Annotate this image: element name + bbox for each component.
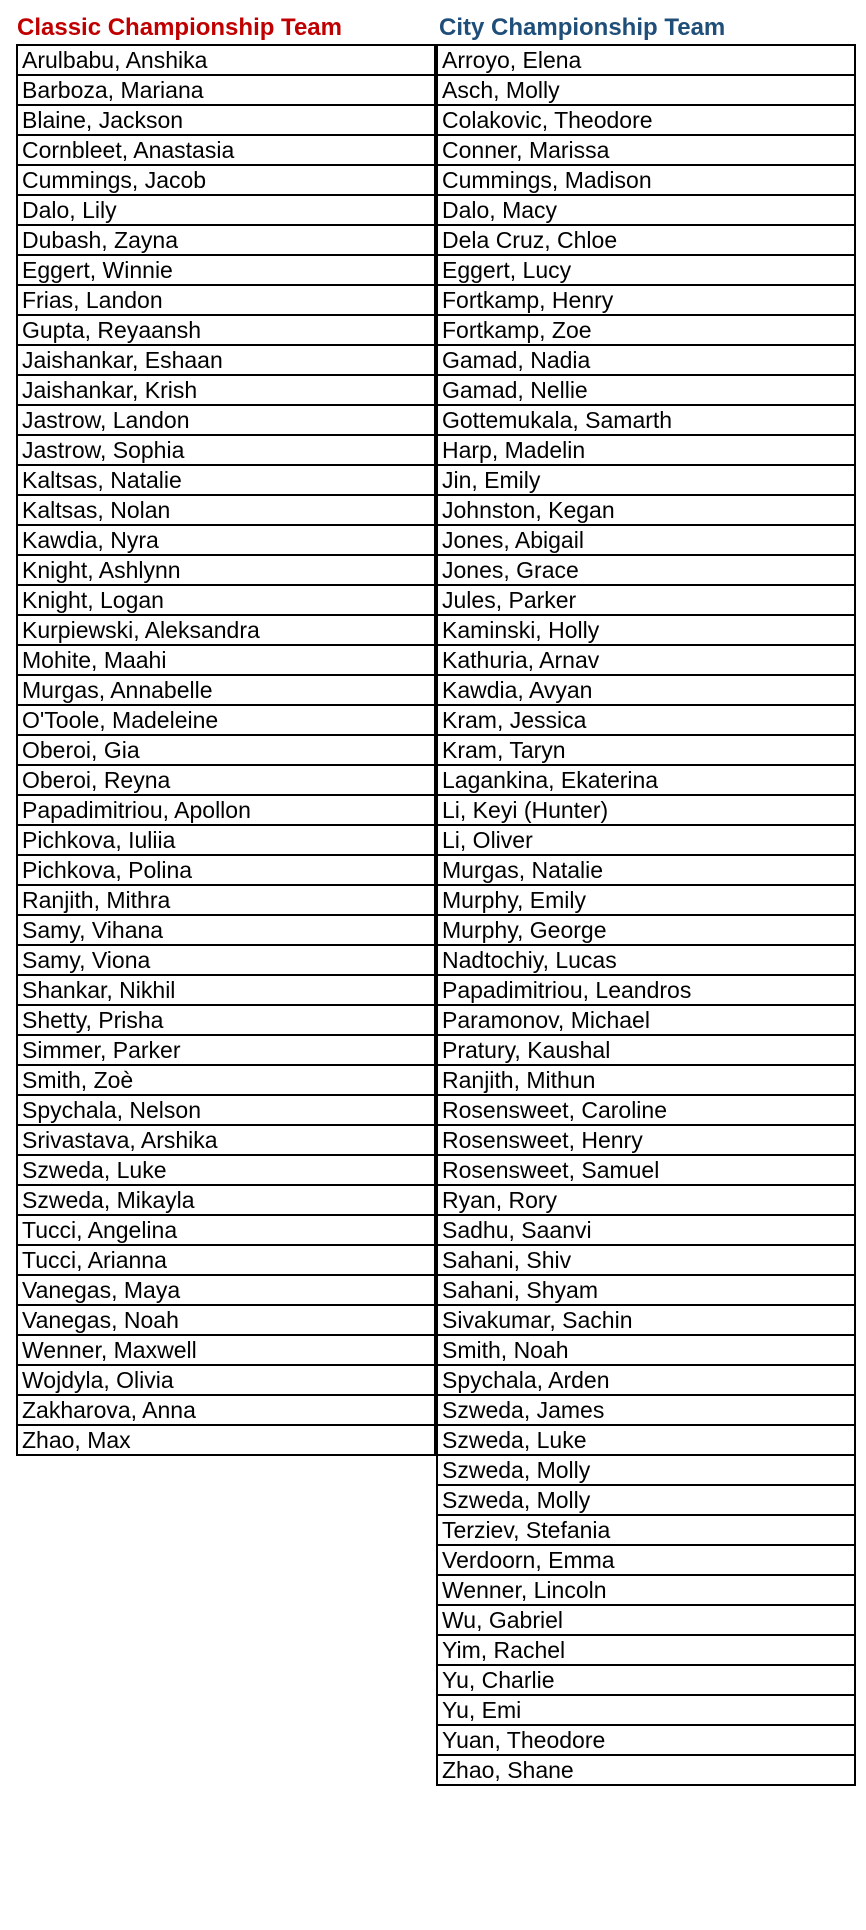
player-name: Szweda, Molly bbox=[437, 1485, 855, 1515]
city-team-row bbox=[437, 1395, 855, 1425]
city-team-row bbox=[437, 495, 855, 525]
player-name: Samy, Vihana bbox=[17, 915, 435, 945]
player-name: Ryan, Rory bbox=[437, 1185, 855, 1215]
city-team-row bbox=[437, 75, 855, 105]
city-team-row bbox=[437, 555, 855, 585]
classic-team-row bbox=[17, 1065, 435, 1095]
player-name: Arulbabu, Anshika bbox=[17, 45, 435, 75]
player-name: Harp, Madelin bbox=[437, 435, 855, 465]
player-name: Shankar, Nikhil bbox=[17, 975, 435, 1005]
city-team-row bbox=[437, 1065, 855, 1095]
player-name: Pratury, Kaushal bbox=[437, 1035, 855, 1065]
player-name: Rosensweet, Caroline bbox=[437, 1095, 855, 1125]
player-name: Dalo, Lily bbox=[17, 195, 435, 225]
classic-team-row bbox=[17, 585, 435, 615]
player-name: Rosensweet, Samuel bbox=[437, 1155, 855, 1185]
city-team-row bbox=[437, 645, 855, 675]
classic-team-row bbox=[17, 225, 435, 255]
city-team-row bbox=[437, 795, 855, 825]
player-name: Szweda, Molly bbox=[437, 1455, 855, 1485]
player-name: Kaminski, Holly bbox=[437, 615, 855, 645]
player-name: Cornbleet, Anastasia bbox=[17, 135, 435, 165]
player-name: Szweda, James bbox=[437, 1395, 855, 1425]
player-name: Knight, Logan bbox=[17, 585, 435, 615]
player-name: Johnston, Kegan bbox=[437, 495, 855, 525]
city-team-row bbox=[437, 735, 855, 765]
player-name: Zhao, Shane bbox=[437, 1755, 855, 1785]
player-name: Kaltsas, Nolan bbox=[17, 495, 435, 525]
player-name: Arroyo, Elena bbox=[437, 45, 855, 75]
player-name: Murphy, George bbox=[437, 915, 855, 945]
player-name: Kram, Taryn bbox=[437, 735, 855, 765]
player-name: Sahani, Shiv bbox=[437, 1245, 855, 1275]
classic-team-row bbox=[17, 1425, 435, 1455]
city-team-row bbox=[437, 885, 855, 915]
city-team-row bbox=[437, 435, 855, 465]
player-name: Srivastava, Arshika bbox=[17, 1125, 435, 1155]
city-team-row bbox=[437, 1695, 855, 1725]
city-team-row bbox=[437, 1035, 855, 1065]
classic-team-row bbox=[17, 705, 435, 735]
player-name: Murgas, Natalie bbox=[437, 855, 855, 885]
city-team-row bbox=[437, 585, 855, 615]
player-name: Asch, Molly bbox=[437, 75, 855, 105]
city-team-row bbox=[437, 825, 855, 855]
city-team-row bbox=[437, 165, 855, 195]
classic-team-row bbox=[17, 615, 435, 645]
city-team-row bbox=[437, 1155, 855, 1185]
city-team-row bbox=[437, 1215, 855, 1245]
classic-team-row bbox=[17, 1395, 435, 1425]
player-name: Szweda, Mikayla bbox=[17, 1185, 435, 1215]
player-name: Sahani, Shyam bbox=[437, 1275, 855, 1305]
classic-team-row bbox=[17, 825, 435, 855]
player-name: Wu, Gabriel bbox=[437, 1605, 855, 1635]
city-team-row bbox=[437, 1425, 855, 1455]
player-name: Wenner, Maxwell bbox=[17, 1335, 435, 1365]
player-name: Eggert, Lucy bbox=[437, 255, 855, 285]
player-name: Spychala, Arden bbox=[437, 1365, 855, 1395]
classic-team-row bbox=[17, 495, 435, 525]
city-team-row bbox=[437, 1485, 855, 1515]
classic-team-row bbox=[17, 1035, 435, 1065]
player-name: Papadimitriou, Leandros bbox=[437, 975, 855, 1005]
classic-team-row bbox=[17, 975, 435, 1005]
player-name: Gamad, Nellie bbox=[437, 375, 855, 405]
player-name: Szweda, Luke bbox=[437, 1425, 855, 1455]
player-name: Li, Keyi (Hunter) bbox=[437, 795, 855, 825]
city-team-row bbox=[437, 855, 855, 885]
city-team-row bbox=[437, 1095, 855, 1125]
classic-team-row bbox=[17, 525, 435, 555]
player-name: Barboza, Mariana bbox=[17, 75, 435, 105]
classic-team-row bbox=[17, 1005, 435, 1035]
player-name: Dela Cruz, Chloe bbox=[437, 225, 855, 255]
player-name: Yu, Charlie bbox=[437, 1665, 855, 1695]
player-name: Tucci, Angelina bbox=[17, 1215, 435, 1245]
player-name: Wenner, Lincoln bbox=[437, 1575, 855, 1605]
classic-team-row bbox=[17, 1365, 435, 1395]
player-name: Kawdia, Avyan bbox=[437, 675, 855, 705]
player-name: Smith, Zoè bbox=[17, 1065, 435, 1095]
player-name: Vanegas, Maya bbox=[17, 1275, 435, 1305]
player-name: Colakovic, Theodore bbox=[437, 105, 855, 135]
player-name: Ranjith, Mithun bbox=[437, 1065, 855, 1095]
classic-team-row bbox=[17, 285, 435, 315]
player-name: Gamad, Nadia bbox=[437, 345, 855, 375]
classic-team-row bbox=[17, 75, 435, 105]
city-team-row bbox=[437, 195, 855, 225]
classic-team-row bbox=[17, 405, 435, 435]
classic-team-row bbox=[17, 795, 435, 825]
player-name: Kathuria, Arnav bbox=[437, 645, 855, 675]
classic-team-row bbox=[17, 1275, 435, 1305]
city-team-row bbox=[437, 1755, 855, 1785]
classic-team-row bbox=[17, 465, 435, 495]
player-name: Samy, Viona bbox=[17, 945, 435, 975]
city-team-table bbox=[436, 44, 856, 1786]
city-team-row bbox=[437, 1275, 855, 1305]
city-team-row bbox=[437, 615, 855, 645]
city-team-row bbox=[437, 1605, 855, 1635]
city-team-row bbox=[437, 1335, 855, 1365]
city-team-row bbox=[437, 915, 855, 945]
city-team-row bbox=[437, 1515, 855, 1545]
city-team-row bbox=[437, 1635, 855, 1665]
player-name: Kawdia, Nyra bbox=[17, 525, 435, 555]
city-team-heading: City Championship Team bbox=[439, 14, 726, 41]
city-team-row bbox=[437, 1245, 855, 1275]
classic-team-row bbox=[17, 765, 435, 795]
player-name: Zhao, Max bbox=[17, 1425, 435, 1455]
player-name: Kram, Jessica bbox=[437, 705, 855, 735]
player-name: Nadtochiy, Lucas bbox=[437, 945, 855, 975]
classic-team-row bbox=[17, 375, 435, 405]
classic-team-row bbox=[17, 1125, 435, 1155]
player-name: Frias, Landon bbox=[17, 285, 435, 315]
classic-team-row bbox=[17, 945, 435, 975]
player-name: Smith, Noah bbox=[437, 1335, 855, 1365]
city-team-row bbox=[437, 285, 855, 315]
player-name: Jastrow, Sophia bbox=[17, 435, 435, 465]
classic-team-rows bbox=[17, 45, 435, 1455]
classic-team-row bbox=[17, 555, 435, 585]
city-team-row bbox=[437, 1125, 855, 1155]
player-name: Murphy, Emily bbox=[437, 885, 855, 915]
classic-team-table bbox=[16, 44, 436, 1456]
city-team-row bbox=[437, 705, 855, 735]
city-team-row bbox=[437, 405, 855, 435]
player-name: O'Toole, Madeleine bbox=[17, 705, 435, 735]
player-name: Knight, Ashlynn bbox=[17, 555, 435, 585]
classic-team-row bbox=[17, 1095, 435, 1125]
city-team-row bbox=[437, 45, 855, 75]
player-name: Sadhu, Saanvi bbox=[437, 1215, 855, 1245]
classic-team-row bbox=[17, 645, 435, 675]
city-team-row bbox=[437, 255, 855, 285]
city-team-row bbox=[437, 1665, 855, 1695]
city-team-row bbox=[437, 975, 855, 1005]
player-name: Spychala, Nelson bbox=[17, 1095, 435, 1125]
classic-team-row bbox=[17, 1245, 435, 1275]
city-team-row bbox=[437, 1185, 855, 1215]
player-name: Yu, Emi bbox=[437, 1695, 855, 1725]
player-name: Eggert, Winnie bbox=[17, 255, 435, 285]
player-name: Jones, Abigail bbox=[437, 525, 855, 555]
player-name: Fortkamp, Zoe bbox=[437, 315, 855, 345]
player-name: Pichkova, Iuliia bbox=[17, 825, 435, 855]
player-name: Sivakumar, Sachin bbox=[437, 1305, 855, 1335]
city-team-row bbox=[437, 945, 855, 975]
classic-team-row bbox=[17, 255, 435, 285]
city-team-row bbox=[437, 675, 855, 705]
player-name: Terziev, Stefania bbox=[437, 1515, 855, 1545]
city-team-row bbox=[437, 1455, 855, 1485]
player-name: Yim, Rachel bbox=[437, 1635, 855, 1665]
classic-team-heading: Classic Championship Team bbox=[17, 14, 342, 41]
player-name: Jules, Parker bbox=[437, 585, 855, 615]
classic-team-row bbox=[17, 345, 435, 375]
player-name: Oberoi, Gia bbox=[17, 735, 435, 765]
player-name: Jaishankar, Krish bbox=[17, 375, 435, 405]
player-name: Vanegas, Noah bbox=[17, 1305, 435, 1335]
classic-team-row bbox=[17, 1215, 435, 1245]
city-team-row bbox=[437, 525, 855, 555]
player-name: Pichkova, Polina bbox=[17, 855, 435, 885]
player-name: Jastrow, Landon bbox=[17, 405, 435, 435]
city-team-rows bbox=[437, 45, 855, 1785]
player-name: Fortkamp, Henry bbox=[437, 285, 855, 315]
player-name: Li, Oliver bbox=[437, 825, 855, 855]
player-name: Kaltsas, Natalie bbox=[17, 465, 435, 495]
city-team-row bbox=[437, 1545, 855, 1575]
player-name: Jaishankar, Eshaan bbox=[17, 345, 435, 375]
player-name: Kurpiewski, Aleksandra bbox=[17, 615, 435, 645]
classic-team-row bbox=[17, 165, 435, 195]
classic-team-row bbox=[17, 1335, 435, 1365]
player-name: Dalo, Macy bbox=[437, 195, 855, 225]
city-team-row bbox=[437, 315, 855, 345]
city-team-row bbox=[437, 1575, 855, 1605]
player-name: Szweda, Luke bbox=[17, 1155, 435, 1185]
player-name: Ranjith, Mithra bbox=[17, 885, 435, 915]
player-name: Shetty, Prisha bbox=[17, 1005, 435, 1035]
classic-team-row bbox=[17, 855, 435, 885]
city-team-row bbox=[437, 375, 855, 405]
player-name: Rosensweet, Henry bbox=[437, 1125, 855, 1155]
classic-team-row bbox=[17, 915, 435, 945]
classic-team-row bbox=[17, 885, 435, 915]
city-team-row bbox=[437, 1725, 855, 1755]
player-name: Yuan, Theodore bbox=[437, 1725, 855, 1755]
city-team-row bbox=[437, 1305, 855, 1335]
player-name: Conner, Marissa bbox=[437, 135, 855, 165]
player-name: Dubash, Zayna bbox=[17, 225, 435, 255]
classic-team-row bbox=[17, 1185, 435, 1215]
player-name: Mohite, Maahi bbox=[17, 645, 435, 675]
player-name: Verdoorn, Emma bbox=[437, 1545, 855, 1575]
classic-team-row bbox=[17, 135, 435, 165]
player-name: Cummings, Madison bbox=[437, 165, 855, 195]
player-name: Wojdyla, Olivia bbox=[17, 1365, 435, 1395]
classic-team-row bbox=[17, 1305, 435, 1335]
player-name: Murgas, Annabelle bbox=[17, 675, 435, 705]
classic-team-row bbox=[17, 1155, 435, 1185]
city-team-row bbox=[437, 1005, 855, 1035]
classic-team-row bbox=[17, 435, 435, 465]
classic-team-row bbox=[17, 45, 435, 75]
player-name: Zakharova, Anna bbox=[17, 1395, 435, 1425]
player-name: Gupta, Reyaansh bbox=[17, 315, 435, 345]
city-team-row bbox=[437, 465, 855, 495]
classic-team-row bbox=[17, 315, 435, 345]
player-name: Paramonov, Michael bbox=[437, 1005, 855, 1035]
player-name: Oberoi, Reyna bbox=[17, 765, 435, 795]
city-team-row bbox=[437, 225, 855, 255]
player-name: Gottemukala, Samarth bbox=[437, 405, 855, 435]
classic-team-row bbox=[17, 195, 435, 225]
city-team-row bbox=[437, 105, 855, 135]
city-team-row bbox=[437, 345, 855, 375]
classic-team-row bbox=[17, 675, 435, 705]
player-name: Papadimitriou, Apollon bbox=[17, 795, 435, 825]
player-name: Cummings, Jacob bbox=[17, 165, 435, 195]
player-name: Tucci, Arianna bbox=[17, 1245, 435, 1275]
player-name: Simmer, Parker bbox=[17, 1035, 435, 1065]
player-name: Blaine, Jackson bbox=[17, 105, 435, 135]
city-team-row bbox=[437, 1365, 855, 1395]
classic-team-row bbox=[17, 105, 435, 135]
classic-team-row bbox=[17, 735, 435, 765]
city-team-row bbox=[437, 765, 855, 795]
city-team-row bbox=[437, 135, 855, 165]
player-name: Jones, Grace bbox=[437, 555, 855, 585]
player-name: Jin, Emily bbox=[437, 465, 855, 495]
player-name: Lagankina, Ekaterina bbox=[437, 765, 855, 795]
